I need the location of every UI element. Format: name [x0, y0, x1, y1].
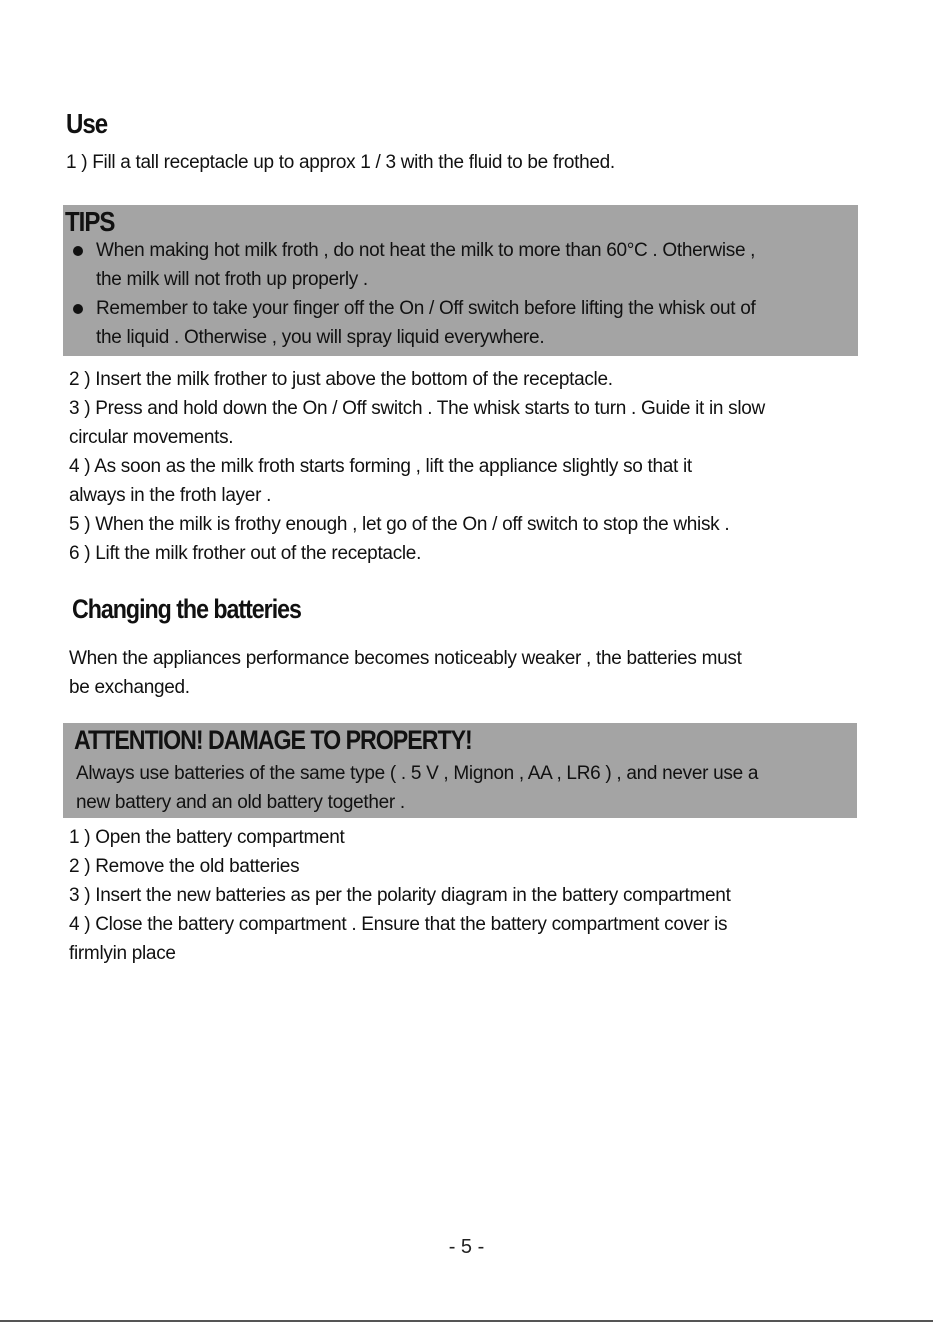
attention-box — [63, 723, 857, 818]
battery-step-4-cont: firmlyin place — [69, 943, 176, 964]
use-step-1: 1 ) Fill a tall receptacle up to approx 1 / 3 with the fluid to be frothed. — [66, 152, 615, 173]
use-step-3-cont: circular movements. — [69, 427, 234, 448]
attention-line-1: Always use batteries of the same type ( . 5 V , Mignon , AA , LR6 ) , and never use a — [76, 763, 759, 784]
bottom-divider — [0, 1320, 933, 1322]
tip-1-line-1: When making hot milk froth , do not heat the milk to more than 60°C . Otherwise , — [96, 240, 756, 261]
use-step-4: 4 ) As soon as the milk froth starts forming , lift the appliance slightly so that it — [69, 456, 692, 477]
batteries-heading: Changing the batteries — [72, 594, 301, 624]
tip-1-line-2: the milk will not froth up properly . — [96, 269, 368, 290]
tips-heading: TIPS — [65, 206, 115, 237]
use-step-2: 2 ) Insert the milk frother to just above the bottom of the receptacle. — [69, 369, 613, 390]
tips-box — [63, 205, 858, 356]
use-step-4-cont: always in the froth layer . — [69, 485, 272, 506]
use-step-6: 6 ) Lift the milk frother out of the receptacle. — [69, 543, 422, 564]
use-step-3: 3 ) Press and hold down the On / Off switch . The whisk starts to turn . Guide it in slow — [69, 398, 765, 419]
tip-2-line-2: the liquid . Otherwise , you will spray liquid everywhere. — [96, 327, 545, 348]
attention-line-2: new battery and an old battery together . — [76, 792, 405, 813]
use-heading: Use — [66, 108, 108, 139]
batteries-intro-line-1: When the appliances performance becomes noticeably weaker , the batteries must — [69, 648, 742, 669]
tip-2-line-1: Remember to take your finger off the On / Off switch before lifting the whisk out of — [96, 298, 756, 319]
use-step-5: 5 ) When the milk is frothy enough , let go of the On / off switch to stop the whisk . — [69, 514, 730, 535]
attention-heading: ATTENTION! DAMAGE TO PROPERTY! — [74, 725, 472, 755]
battery-step-1: 1 ) Open the battery compartment — [69, 827, 345, 848]
page-number: - 5 - — [448, 1236, 485, 1258]
battery-step-2: 2 ) Remove the old batteries — [69, 856, 300, 877]
batteries-intro-line-2: be exchanged. — [69, 677, 190, 698]
battery-step-4: 4 ) Close the battery compartment . Ensure that the battery compartment cover is — [69, 914, 728, 935]
bullet-dot-icon — [73, 246, 83, 256]
battery-step-3: 3 ) Insert the new batteries as per the polarity diagram in the battery compartment — [69, 885, 731, 906]
bullet-dot-icon — [73, 304, 83, 314]
